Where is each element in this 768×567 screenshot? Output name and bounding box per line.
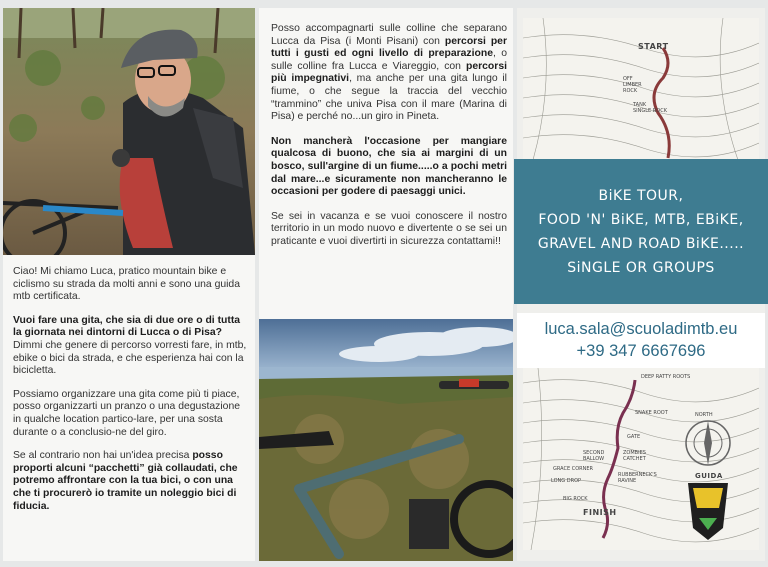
map-label: SINGLE ROCK [633,108,667,114]
contact-info [517,313,765,368]
map-label: ROCK [623,88,638,94]
intro-text [13,266,249,524]
left-panel [3,8,255,561]
map-label: RAVINE [618,478,637,484]
organize-paragraph: Possiamo organizzare una gita come più ti piace, posso organizzarti un pranzo o una degustazione in qualche location partico-lare, per una sosta durante o a conclusio-ne del giro. [13,388,241,438]
map-label: GATE [627,434,641,440]
food-paragraph: Non mancherà l'occasione per mangiare qualcosa di buono, che sia ai margini di un bosco, sull'argine di un fiume.....o a pochi metri dal mare...e sicuramente non mancheranno le occasioni per godere di paesaggi unici. [271,135,507,198]
map-label: RUBBERNECK'S [618,472,657,478]
packages-paragraph: Se al contrario non hai un'idea precisa posso proporti alcuni “pacchetti” già collaudati, che potremo affrontare con la tua bici, o con una che ti procurerò io tramite un noleggio bici di fiducia. [13,450,238,512]
map-finish-label: FINISH [583,508,617,517]
contact-phone[interactable]: +39 347 6667696 [576,342,706,360]
middle-panel [259,8,513,561]
map-label: TANK [633,102,647,108]
map-start-label: START [638,42,669,51]
right-panel [517,8,765,561]
routes-text [271,23,507,261]
banner-line: FOOD 'N' BiKE, MTB, EBiKE, [538,211,744,228]
map-label: GRACE CORNER [553,466,593,472]
question-paragraph: Vuoi fare una gita, che sia di due ore o di tutta la giornata nei dintorni di Lucca o di Pisa? Dimmi che genere di percorso vorresti fare, in mtb, ebike o bici da strada, e che esperienza hai con la bicicletta. [13,314,247,377]
map-label: ZOMBIES [623,450,646,456]
banner-line: SiNGLE OR GROUPS [567,259,715,276]
intro-paragraph: Ciao! Mi chiamo Luca, pratico mountain bike e ciclismo su strada da molti anni e sono una guida mtb certificata. [13,266,240,303]
services-banner [514,159,768,304]
trail-map-bottom [523,368,759,550]
rider-photo [3,8,255,255]
map-label: SECOND [583,450,605,456]
map-label: BALLOW [583,456,605,462]
compass-label: NORTH [695,412,713,418]
guide-badge-label: GUIDA [695,472,723,480]
map-label: CATCHET [623,456,646,462]
trail-map-top [523,18,759,160]
map-label: DEEP RATTY ROOTS [641,374,691,380]
contact-invite-paragraph: Se sei in vacanza e se vuoi conoscere il nostro territorio in un modo nuovo e divertente o se sei un praticante e vuoi divertirti in sicurezza contattami!! [271,210,507,247]
map-label: LIMBER [623,82,642,88]
banner-line: BiKE TOUR, [598,187,684,204]
routes-paragraph: Posso accompagnarti sulle colline che separano Lucca da Pisa (i Monti Pisani) con percorsi per tutti i gusti ed ogni livello di preparazione, o sulle colline fra Lucca e Viareggio, con percorsi più impegnativi, ma anche per una gita lungo il fiume, o che segue la traccia del vecchio “trammino” che univa Pisa con il mare (Marina di Pisa) e perché no...un giro in Pineta. [271,23,508,123]
map-label: SNAKE ROOT [635,410,668,416]
contact-email[interactable]: luca.sala@scuoladimtb.eu [544,320,738,338]
bike-landscape-photo [259,319,513,561]
map-label: BIG ROCK [563,496,588,502]
map-label: LONG DROP [551,478,582,484]
map-label: OFF [623,76,633,82]
banner-line: GRAVEL AND ROAD BiKE..... [537,235,745,252]
